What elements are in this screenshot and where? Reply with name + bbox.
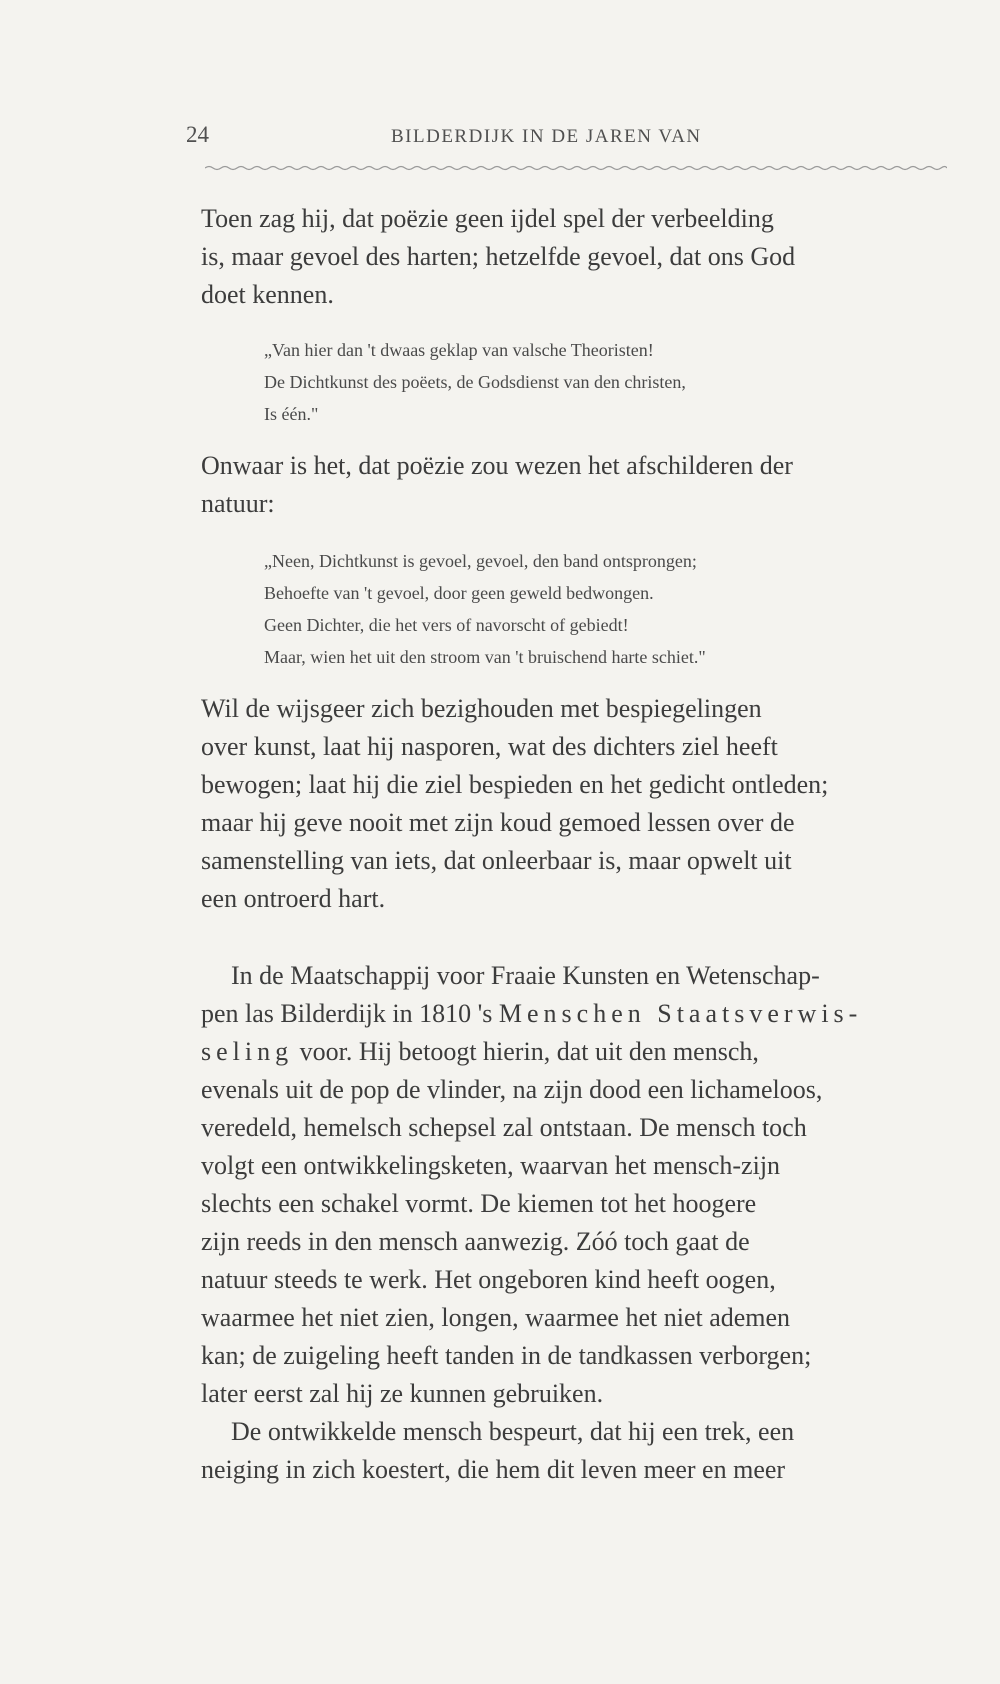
- quote-1: [264, 334, 944, 430]
- paragraph-1: [201, 200, 957, 314]
- verse-line: „Neen, Dichtkunst is gevoel, gevoel, den band ontsprongen;: [264, 551, 697, 571]
- paragraph-4: [201, 957, 957, 1413]
- text-line: veredeld, hemelsch schepsel zal ontstaan. De mensch toch: [201, 1113, 807, 1142]
- text-line: is, maar gevoel des harten; hetzelfde gevoel, dat ons God: [201, 242, 796, 271]
- paragraph-2: [201, 447, 957, 523]
- spaced-title: seling: [201, 1037, 294, 1066]
- text-line: samenstelling van iets, dat onleerbaar is, maar opwelt uit: [201, 846, 792, 875]
- text-line: De ontwikkelde mensch bespeurt, dat hij een trek, een: [231, 1417, 795, 1446]
- text-line: bewogen; laat hij die ziel bespieden en het gedicht ontleden;: [201, 770, 829, 799]
- text-line: neiging in zich koestert, die hem dit leven meer en meer: [201, 1455, 786, 1484]
- verse-line: Geen Dichter, die het vers of navorscht of gebiedt!: [264, 615, 629, 635]
- paragraph-3: [201, 690, 957, 918]
- text-line: natuur steeds te werk. Het ongeboren kind heeft oogen,: [201, 1265, 776, 1294]
- text-line: [201, 995, 957, 1033]
- verse-line: Is één.": [264, 404, 319, 424]
- text-line: natuur:: [201, 489, 275, 518]
- text-line: volgt een ontwikkelingsketen, waarvan het mensch-zijn: [201, 1151, 781, 1180]
- verse-line: „Van hier dan 't dwaas geklap van valsche Theoristen!: [264, 340, 654, 360]
- text-fragment: pen las Bilderdijk in 1810 's: [201, 999, 499, 1028]
- verse-line: Behoefte van 't gevoel, door geen geweld bedwongen.: [264, 583, 654, 603]
- text-line: Toen zag hij, dat poëzie geen ijdel spel der verbeelding: [201, 204, 774, 233]
- page-number: 24: [186, 122, 209, 147]
- page-header: [186, 122, 944, 152]
- header-rule: [205, 164, 947, 172]
- text-line: In de Maatschappij voor Fraaie Kunsten en Wetenschap-: [231, 961, 820, 990]
- text-line: doet kennen.: [201, 280, 334, 309]
- text-line: Wil de wijsgeer zich bezighouden met bespiegelingen: [201, 694, 762, 723]
- verse-line: De Dichtkunst des poëets, de Godsdienst van den christen,: [264, 372, 686, 392]
- text-line: slechts een schakel vormt. De kiemen tot het hoogere: [201, 1189, 757, 1218]
- running-title: BILDERDIJK IN DE JAREN VAN: [391, 126, 702, 147]
- text-line: Onwaar is het, dat poëzie zou wezen het afschilderen der: [201, 451, 793, 480]
- verse-line: Maar, wien het uit den stroom van 't bruischend harte schiet.": [264, 647, 706, 667]
- text-line: kan; de zuigeling heeft tanden in de tandkassen verborgen;: [201, 1341, 812, 1370]
- text-line: [201, 1033, 957, 1071]
- text-line: een ontroerd hart.: [201, 884, 386, 913]
- text-fragment: voor. Hij betoogt hierin, dat uit den mensch,: [293, 1037, 759, 1066]
- paragraph-5: [201, 1413, 957, 1489]
- text-line: later eerst zal hij ze kunnen gebruiken.: [201, 1379, 604, 1408]
- text-line: maar hij geve nooit met zijn koud gemoed lessen over de: [201, 808, 795, 837]
- spaced-title: Menschen Staatsverwis-: [498, 999, 863, 1028]
- text-line: over kunst, laat hij nasporen, wat des dichters ziel heeft: [201, 732, 778, 761]
- text-line: zijn reeds in den mensch aanwezig. Zóó toch gaat de: [201, 1227, 750, 1256]
- text-line: waarmee het niet zien, longen, waarmee het niet ademen: [201, 1303, 791, 1332]
- text-line: evenals uit de pop de vlinder, na zijn dood een lichameloos,: [201, 1075, 823, 1104]
- quote-2: [264, 545, 944, 673]
